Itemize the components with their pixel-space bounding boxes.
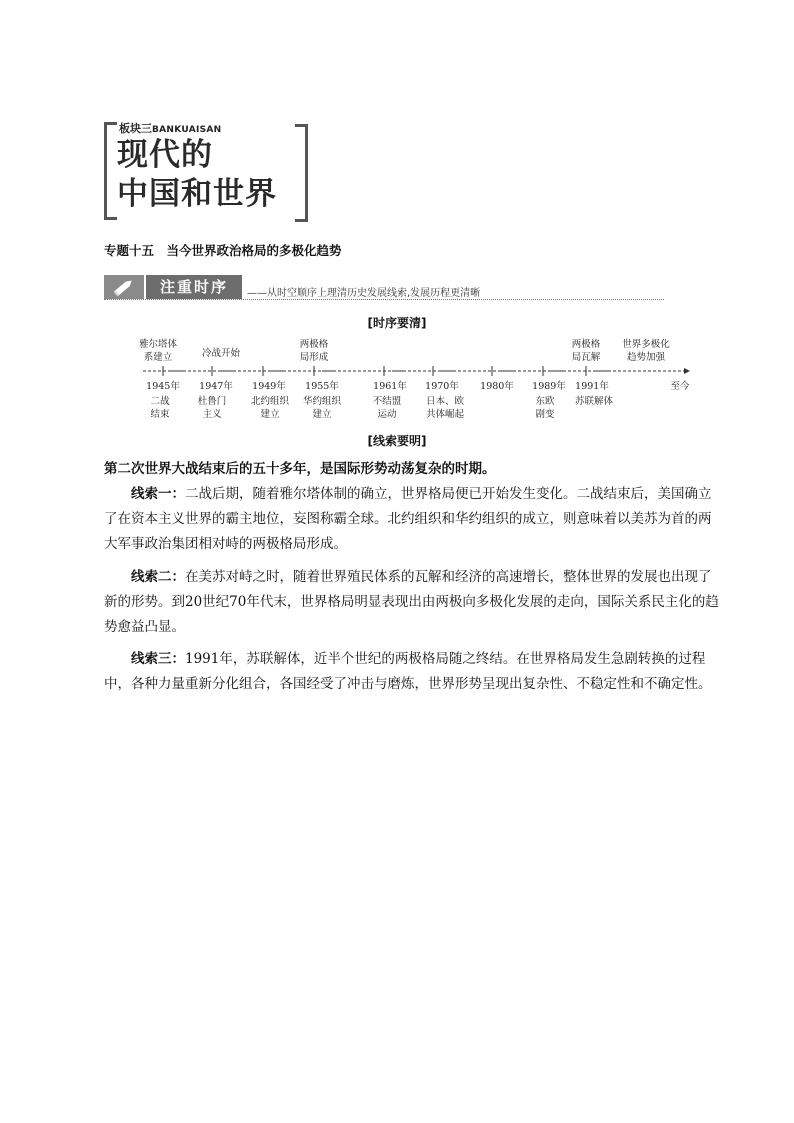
clue-label-3: 线索三： <box>131 651 185 667</box>
timeline <box>0 0 794 440</box>
timeline-event-above: 局形成 <box>299 352 329 363</box>
timeline-event-below: 杜鲁门 <box>197 396 227 407</box>
timeline-year: 至今 <box>670 381 690 392</box>
page-title-line2: 中国和世界 <box>117 176 277 212</box>
topic-title: 专题十五 当今世界政治格局的多极化趋势 <box>104 243 342 258</box>
timeline-year: 1991年 <box>575 381 609 392</box>
block-label-en: BANKUAISAN <box>152 125 222 135</box>
clue-text-1: 二战后期，随着雅尔塔体制的确立，世界格局便已开始发生变化。二战结束后，美国确立了在资本主义世界的霸主地位，妄图称霸全球。北约组织和华约组织的成立，则意味着以美苏为首的两大军事政治集团相对峙的两极格局形成。 <box>104 486 712 552</box>
timeline-event-below: 剧变 <box>535 409 555 420</box>
banner-subtitle: ——从时空顺序上理清历史发展线索,发展历程更清晰 <box>247 288 481 299</box>
timeline-year: 1947年 <box>199 381 233 392</box>
timeline-event-below: 苏联解体 <box>574 396 614 407</box>
clue-paragraph-3 <box>104 647 724 697</box>
timeline-year: 1980年 <box>480 381 514 392</box>
timeline-event-above: 冷战开始 <box>201 348 241 359</box>
timeline-event-below: 共体崛起 <box>425 409 465 420</box>
timeline-year: 1949年 <box>252 381 286 392</box>
timeline-heading: [时序要清] <box>367 316 427 330</box>
timeline-event-below: 北约组织 <box>250 396 290 407</box>
timeline-event-below: 日本、欧 <box>425 396 465 407</box>
timeline-event-below: 结束 <box>150 409 170 420</box>
clues-heading: [线索要明] <box>367 434 427 448</box>
timeline-event-below: 华约组织 <box>302 396 342 407</box>
timeline-year: 1955年 <box>305 381 339 392</box>
timeline-event-below: 不结盟 <box>372 396 402 407</box>
timeline-event-above: 世界多极化 <box>622 339 670 350</box>
clue-label-1: 线索一： <box>131 486 185 502</box>
timeline-year: 1970年 <box>425 381 459 392</box>
clue-paragraph-2 <box>104 565 724 640</box>
block-label-cn: 板块三 <box>119 122 152 135</box>
intro-paragraph: 第二次世界大战结束后的五十多年，是国际形势动荡复杂的时期。 <box>104 461 496 477</box>
timeline-event-below: 主义 <box>202 409 222 420</box>
clue-text-3: 1991年，苏联解体，近半个世纪的两极格局随之终结。在世界格局发生急剧转换的过程中，各种力量重新分化组合，各国经受了冲击与磨炼，世界形势呈现出复杂性、不稳定性和不确定性。 <box>104 651 712 692</box>
clue-text-2: 在美苏对峙之时，随着世界殖民体系的瓦解和经济的高速增长，整体世界的发展也出现了新的形势。到20世纪70年代末，世界格局明显表现出由两极向多极化发展的走向，国际关系民主化的趋势愈益凸显。 <box>104 569 719 635</box>
timeline-event-below: 二战 <box>150 396 170 407</box>
banner-label: 注重时序 <box>146 275 242 299</box>
timeline-event-above: 趋势加强 <box>626 352 666 363</box>
timeline-event-above: 两极格 <box>299 339 329 350</box>
timeline-year: 1945年 <box>146 381 180 392</box>
timeline-event-below: 运动 <box>377 409 397 420</box>
timeline-event-above: 两极格 <box>571 339 601 350</box>
timeline-event-above: 系建立 <box>143 352 173 363</box>
timeline-event-below: 建立 <box>312 409 332 420</box>
page-title-line1: 现代的 <box>117 137 213 173</box>
timeline-event-below: 东欧 <box>535 396 555 407</box>
timeline-event-above: 雅尔塔体 <box>138 339 178 350</box>
timeline-event-above: 局瓦解 <box>571 352 601 363</box>
timeline-year: 1961年 <box>373 381 407 392</box>
clue-paragraph-1 <box>104 482 724 557</box>
clue-label-2: 线索二： <box>131 569 185 585</box>
timeline-arrow <box>684 368 690 374</box>
timeline-event-below: 建立 <box>260 409 280 420</box>
timeline-year: 1989年 <box>532 381 566 392</box>
